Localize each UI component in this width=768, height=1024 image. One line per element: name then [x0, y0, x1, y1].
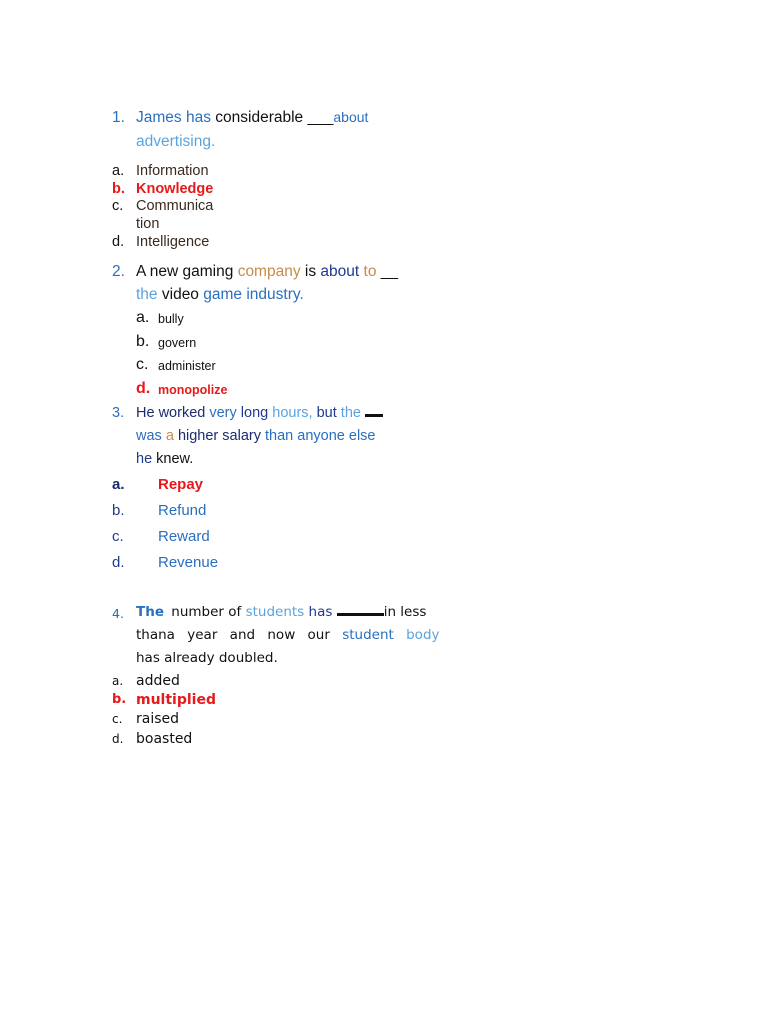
word: higher [177, 428, 219, 444]
question-3-line-2 [112, 428, 432, 451]
option-b[interactable] [112, 181, 432, 199]
word: a [165, 428, 174, 444]
question-4-line-1 [112, 604, 432, 627]
option-a[interactable] [136, 309, 432, 333]
word: is [304, 263, 317, 280]
word: to [363, 263, 377, 280]
word: salary [222, 428, 261, 444]
option-text: raised [136, 711, 180, 728]
word: hours, [272, 405, 313, 421]
option-text: Knowledge [136, 180, 214, 197]
word: company [237, 263, 301, 280]
option-c[interactable] [136, 356, 432, 380]
word: worked [158, 405, 206, 421]
word: he [136, 451, 153, 467]
word: students [245, 604, 305, 620]
question-text: advertising. [136, 133, 216, 150]
option-letter: c. [136, 356, 149, 373]
question-4 [112, 604, 440, 750]
option-a[interactable] [112, 673, 432, 692]
word: knew. [156, 451, 194, 467]
option-text: Information [136, 163, 209, 179]
option-text: Repay [158, 476, 204, 493]
option-b[interactable] [112, 502, 432, 528]
question-text: has already doubled. [136, 650, 278, 666]
answer-blank [365, 414, 383, 417]
word: in less [383, 604, 427, 620]
word: the [136, 286, 158, 303]
question-number: 2. [112, 263, 125, 280]
option-a[interactable] [112, 163, 432, 181]
word: year [187, 627, 218, 643]
question-2-line-1 [112, 263, 432, 286]
word: our [307, 627, 330, 643]
option-letter: d. [112, 554, 125, 571]
option-text: boasted [136, 730, 193, 747]
option-text: multiplied [136, 692, 216, 709]
word: about [333, 109, 369, 125]
option-letter: c. [112, 528, 124, 545]
option-text: Intelligence [136, 234, 210, 250]
question-1-line-2 [112, 133, 432, 157]
option-letter: a. [136, 309, 150, 326]
word: student [342, 627, 394, 643]
option-letter: d. [136, 379, 151, 397]
word: A new gaming [136, 263, 234, 280]
option-d[interactable] [136, 380, 432, 404]
question-2-line-2 [112, 286, 432, 309]
option-text: bully [158, 312, 184, 326]
option-letter: b. [112, 692, 127, 708]
question-number: 1. [112, 109, 125, 126]
option-text: govern [158, 335, 197, 350]
option-d[interactable] [112, 554, 432, 580]
option-d[interactable] [112, 234, 432, 252]
question-4-line-3 [112, 650, 432, 673]
option-d[interactable] [112, 731, 432, 750]
question-3-line-3 [112, 451, 432, 474]
word: video [161, 286, 199, 303]
word: was [136, 428, 162, 444]
word: else [348, 428, 376, 444]
question-3 [112, 405, 432, 580]
option-letter: c. [112, 198, 124, 214]
word: has [185, 109, 211, 126]
question-2 [112, 263, 432, 403]
word: The [136, 604, 164, 620]
option-letter: b. [112, 502, 125, 519]
question-number: 4. [112, 606, 124, 621]
option-text: Reward [158, 528, 210, 545]
option-text: tion [136, 215, 160, 232]
option-c[interactable] [112, 711, 432, 730]
option-letter: d. [112, 731, 124, 746]
option-c[interactable] [112, 198, 432, 216]
option-b[interactable] [136, 333, 432, 357]
word: game industry. [203, 286, 304, 303]
option-text: monopolize [158, 382, 228, 397]
word: He [136, 405, 155, 421]
question-3-line-1 [112, 405, 432, 428]
question-4-line-2 [112, 627, 440, 650]
answer-blank [337, 613, 384, 616]
option-letter: a. [112, 476, 125, 493]
option-letter: b. [112, 180, 125, 197]
word: thana [136, 627, 175, 643]
option-text: Revenue [158, 554, 219, 571]
word: now [267, 627, 296, 643]
option-letter: a. [112, 674, 124, 688]
option-letter: c. [112, 712, 123, 727]
option-letter: b. [136, 332, 150, 350]
word: but [316, 405, 337, 421]
option-text: Communica [136, 198, 214, 214]
option-c-continuation [112, 216, 432, 234]
word: James [136, 109, 182, 126]
blank: ___ [307, 109, 334, 126]
word: has [308, 604, 333, 620]
question-1-line-1 [112, 109, 432, 133]
word: long [240, 405, 269, 421]
option-text: administer [158, 359, 216, 373]
blank: __ [380, 263, 399, 280]
question-number: 3. [112, 405, 125, 421]
question-1 [112, 109, 432, 252]
word: than [265, 428, 294, 444]
option-letter: d. [112, 234, 125, 250]
word: very [209, 405, 237, 421]
word: about [320, 263, 360, 280]
option-a[interactable] [112, 476, 432, 502]
word: and [229, 627, 256, 643]
option-c[interactable] [112, 528, 432, 554]
word: number of [171, 604, 242, 620]
option-letter: a. [112, 163, 125, 179]
word: body [406, 627, 440, 643]
option-text: added [136, 673, 180, 689]
option-b[interactable] [112, 692, 432, 711]
word: anyone [297, 428, 345, 444]
option-text: Refund [158, 502, 207, 519]
word: the [340, 405, 361, 421]
word: considerable [215, 109, 304, 126]
